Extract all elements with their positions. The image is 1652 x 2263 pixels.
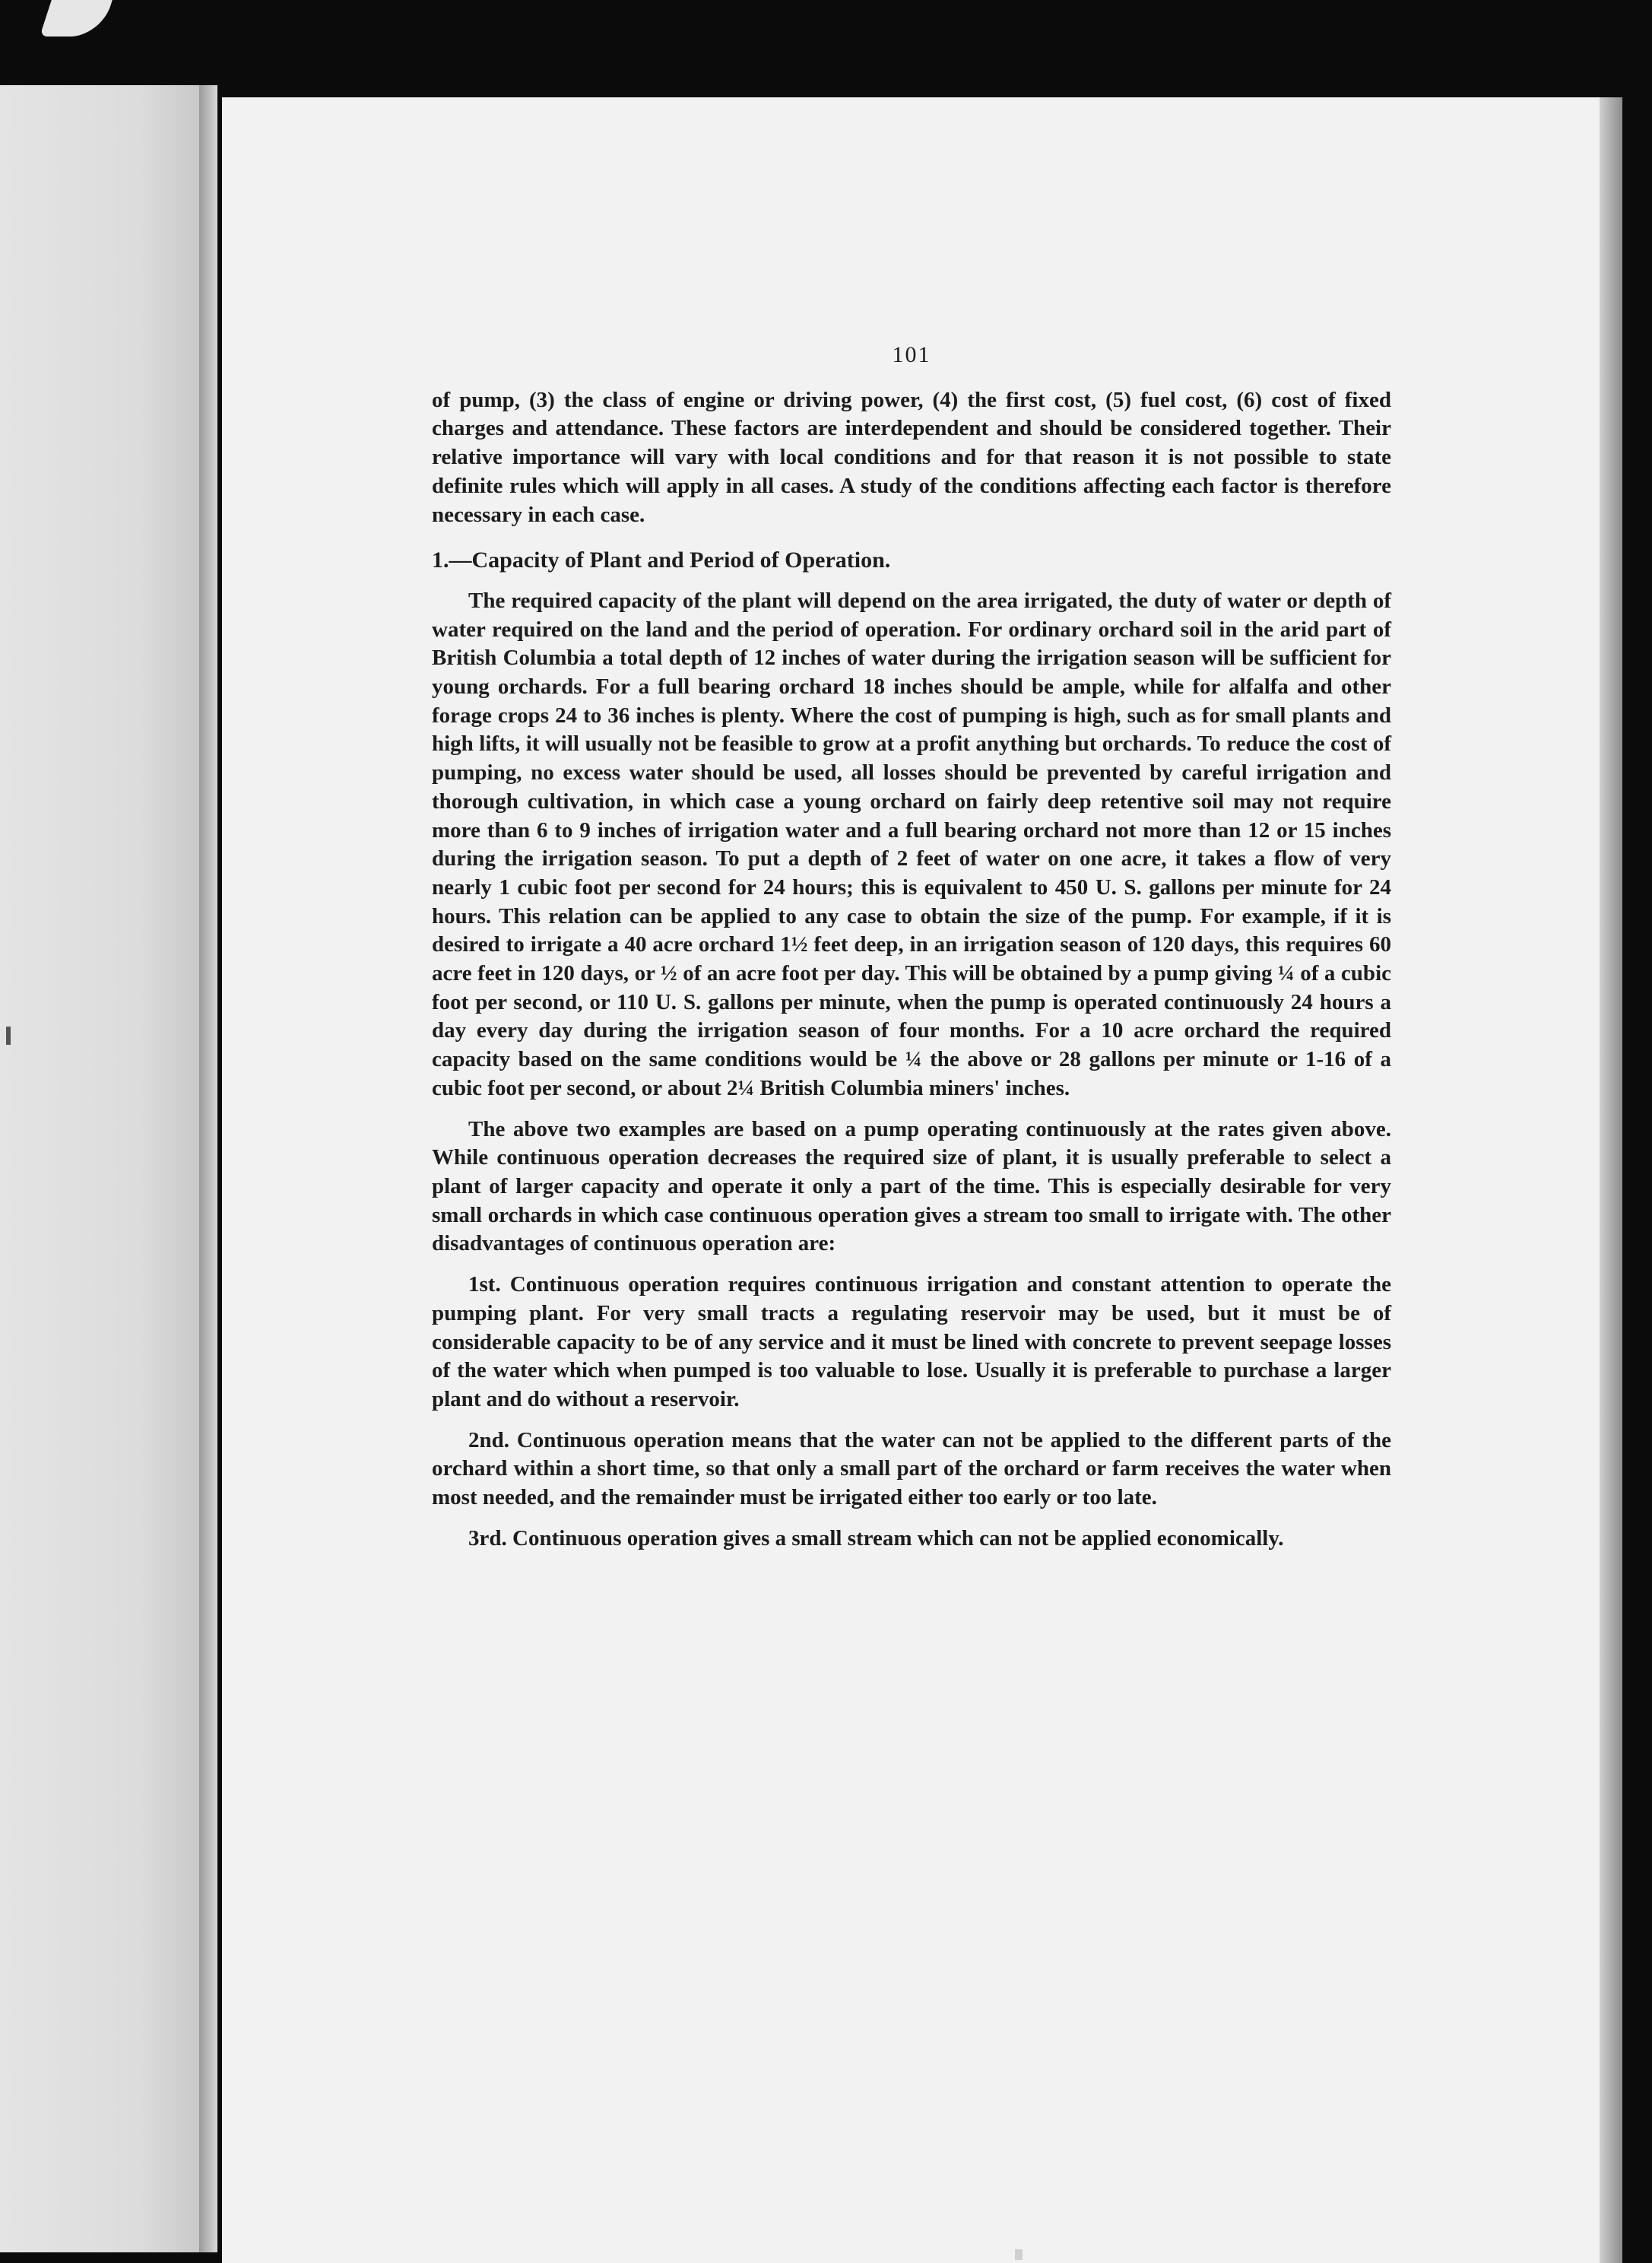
left-page-edge [199,85,217,2252]
page-number: 101 [892,342,931,367]
paragraph-first-disadvantage: 1st. Continuous operation requires continuous irrigation and constant attention to operate the pumping plant. For very small tracts a regulating reservoir may be used, but it must be of considerable capacity to be of any service and it must be lined with concrete to prevent seepage losses of the water which when pumped is too valuable to lose. Usually it is preferable to purchase a larger plant and do without a reservoir. [432,1272,1391,1411]
page-content [432,341,1391,1553]
scan-corner-mark [40,0,113,36]
left-page [0,85,199,2252]
intro-paragraph: of pump, (3) the class of engine or driving power, (4) the first cost, (5) fuel cost, (6) cost of fixed charges and attendance. These factors are interdependent and should be considered together. Their relative importance will vary with local conditions and for that reason it is not possible to state definite rules which will apply in all cases. A study of the conditions affecting each factor is therefore necessary in each case. [432,387,1391,527]
paragraph-capacity: The required capacity of the plant will depend on the area irrigated, the duty of water or depth of water required on the land and the period of operation. For ordinary orchard soil in the arid part of British Columbia a total depth of 12 inches of water during the irrigation season will be sufficient for young orchards. For a full bearing orchard 18 inches should be ample, while for alfalfa and other forage crops 24 to 36 inches is plenty. Where the cost of pumping is high, such as for small plants and high lifts, it will usually not be feasible to grow at a profit anything but orchards. To reduce the cost of pumping, no excess water should be used, all losses should be prevented by careful irrigation and thorough cultivation, in which case a young orchard on fairly deep retentive soil may not require more than 6 to 9 inches of irrigation water and a full bearing orchard not more than 12 or 15 inches during the irrigation season. To put a depth of 2 feet of water on one acre, it takes a flow of very nearly 1 cubic foot per second for 24 hours; this is equivalent to 450 U. S. gallons per minute for 24 hours. This relation can be applied to any case to obtain the size of the pump. For example, if it is desired to irrigate a 40 acre orchard 1½ feet deep, in an irrigation season of 120 days, this requires 60 acre feet in 120 days, or ½ of an acre foot per day. This will be obtained by a pump giving ¼ of a cubic foot per second, or 110 U. S. gallons per minute, when the pump is operated continuously 24 hours a day every day during the irrigation season of four months. For a 10 acre orchard the required capacity based on the same conditions would be ¼ the above or 28 gallons per minute or 1-16 of a cubic foot per second, or about 2¼ British Columbia miners' inches. [432,588,1391,1100]
paragraph-examples: The above two examples are based on a pump operating continuously at the rates given above. While continuous operation decreases the required size of plant, it is usually preferable to select a plant of larger capacity and operate it only a part of the time. This is especially desirable for very small orchards in which case continuous operation gives a stream too small to irrigate with. The other disadvantages of continuous operation are: [432,1116,1391,1256]
scan-bottom-mark [1015,2249,1023,2260]
paragraph-second-disadvantage: 2nd. Continuous operation means that the water can not be applied to the different parts of the orchard within a short time, so that only a small part of the orchard or farm receives the water when most needed, and the remainder must be irrigated either too early or too late. [432,1427,1391,1510]
right-page-edge [1600,97,1622,2263]
section-heading: 1.—Capacity of Plant and Period of Operation. [432,548,891,573]
paragraph-third-disadvantage: 3rd. Continuous operation gives a small stream which can not be applied economically. [468,1525,1284,1550]
left-page-mark [6,1027,11,1045]
